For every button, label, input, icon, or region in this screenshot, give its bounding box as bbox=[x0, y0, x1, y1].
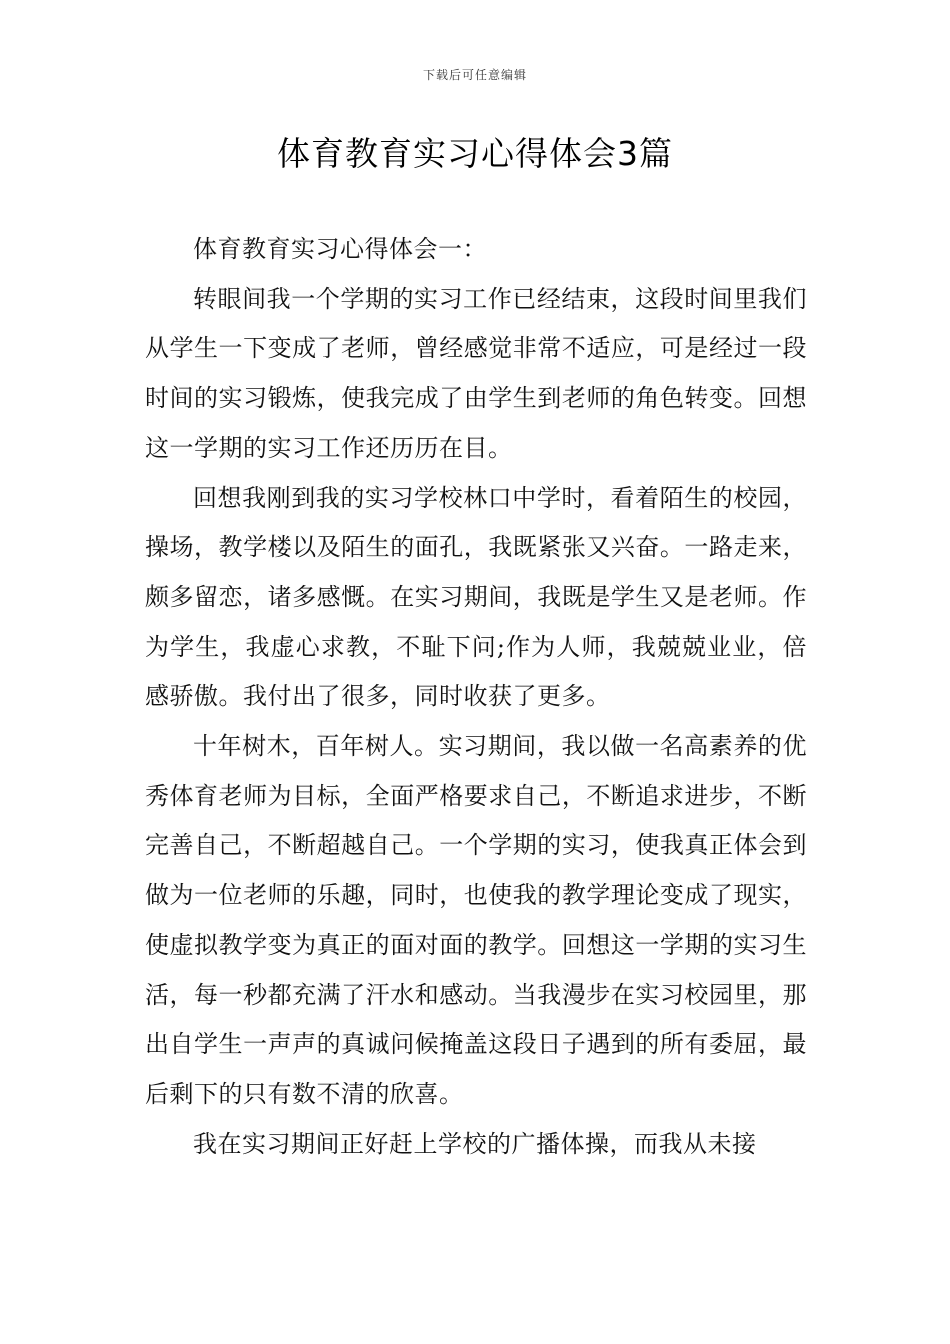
document-body bbox=[145, 225, 807, 1169]
header-note: 下载后可任意编辑 bbox=[422, 68, 527, 82]
paragraph: 我在实习期间正好赶上学校的广播体操，而我从未接 bbox=[193, 1129, 757, 1158]
document-title: 体育教育实习心得体会3篇 bbox=[277, 134, 673, 173]
paragraph: 回想我刚到我的实习学校林口中学时，看着陌生的校园，操场，教学楼以及陌生的面孔，我既紧张又兴奋。一路走来，颇多留恋，诸多感慨。在实习期间，我既是学生又是老师。作为学生，我虚心求教，不耻下问;作为人师，我兢兢业业，倍感骄傲。我付出了很多，同时收获了更多。 bbox=[145, 483, 807, 711]
paragraph: 十年树木，百年树人。实习期间，我以做一名高素养的优秀体育老师为目标，全面严格要求自己，不断追求进步，不断完善自己，不断超越自己。一个学期的实习，使我真正体会到做为一位老师的乐趣，同时，也使我的教学理论变成了现实，使虚拟教学变为真正的面对面的教学。回想这一学期的实习生活，每一秒都充满了汗水和感动。当我漫步在实习校园里，那出自学生一声声的真诚问候掩盖这段日子遇到的所有委屈，最后剩下的只有数不清的欣喜。 bbox=[145, 732, 807, 1108]
paragraph: 转眼间我一个学期的实习工作已经结束，这段时间里我们从学生一下变成了老师，曾经感觉非常不适应，可是经过一段时间的实习锻炼，使我完成了由学生到老师的角色转变。回想这一学期的实习工作还历历在目。 bbox=[145, 284, 807, 462]
section-heading: 体育教育实习心得体会一： bbox=[193, 235, 487, 263]
